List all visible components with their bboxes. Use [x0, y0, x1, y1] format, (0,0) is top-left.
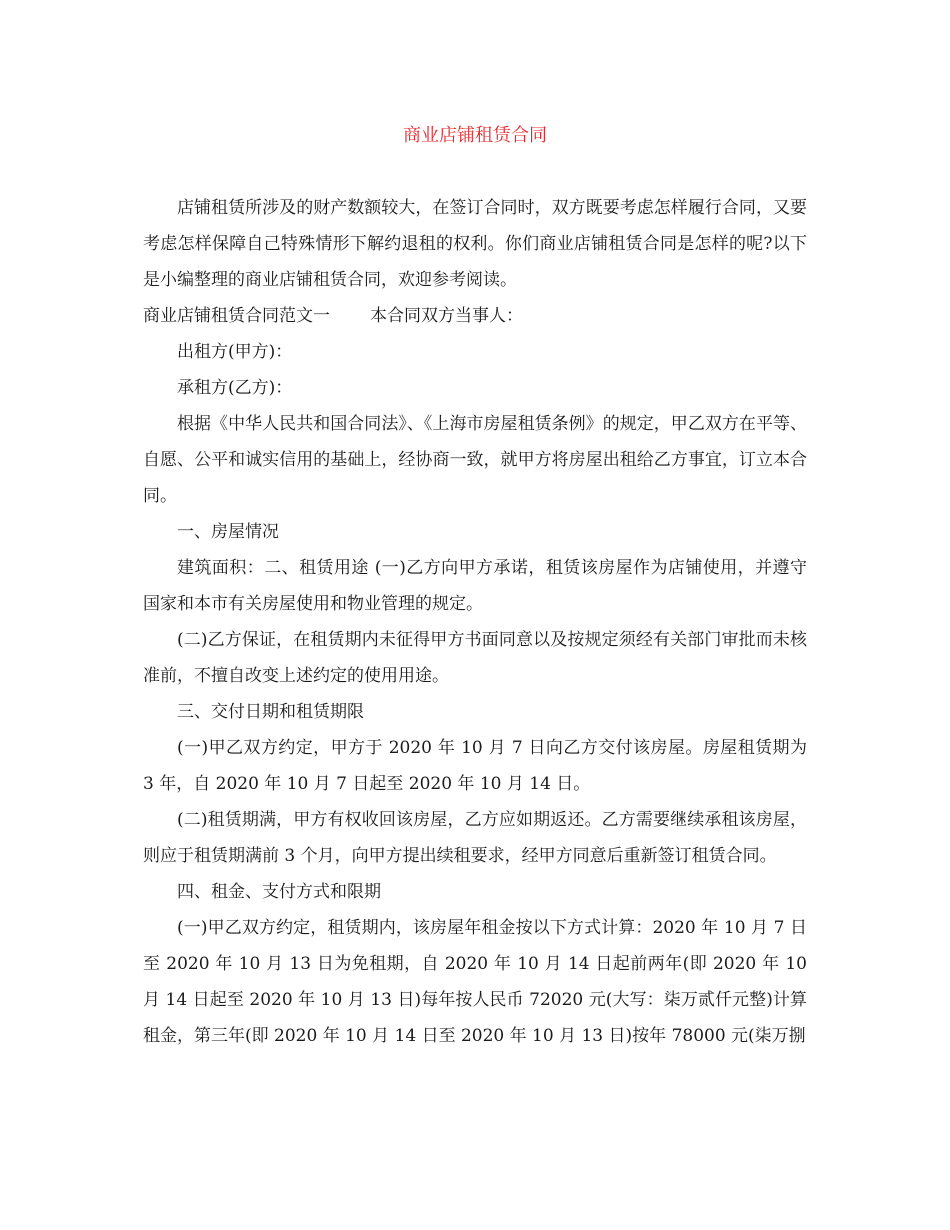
paragraph-lessor: 出租方(甲方)： — [177, 342, 293, 362]
paragraph-delivery-2: (二)租赁期满，甲方有权收回该房屋，乙方应如期返还。乙方需要继续承租该房屋，则应于租赁期满前 3 个月，向甲方提出续租要求，经甲方同意后重新签订租赁合同。 — [143, 810, 807, 866]
sample-title: 商业店铺租赁合同范文一 — [143, 306, 330, 326]
paragraph-legal-basis: 根据《中华人民共和国合同法》、《上海市房屋租赁条例》的规定，甲乙双方在平等、自愿、公平和诚实信用的基础上，经协商一致，就甲方将房屋出租给乙方事宜，订立本合同。 — [143, 414, 807, 506]
section-heading-rent: 四、租金、支付方式和限期 — [177, 882, 381, 902]
section-heading-house: 一、房屋情况 — [177, 522, 279, 542]
section-heading-delivery: 三、交付日期和租赁期限 — [177, 702, 364, 722]
document-body — [143, 190, 807, 1054]
paragraph-intro: 店铺租赁所涉及的财产数额较大，在签订合同时，双方既要考虑怎样履行合同，又要考虑怎样保障自己特殊情形下解约退租的权利。你们商业店铺租赁合同是怎样的呢?以下是小编整理的商业店铺租赁合同，欢迎参考阅读。 — [143, 198, 807, 290]
paragraph-lessee: 承租方(乙方)： — [177, 378, 293, 398]
paragraph-usage-1: 建筑面积：二、租赁用途 (一)乙方向甲方承诺，租赁该房屋作为店铺使用，并遵守国家和本市有关房屋使用和物业管理的规定。 — [143, 558, 807, 614]
paragraph-rent-1: (一)甲乙双方约定，租赁期内，该房屋年租金按以下方式计算：2020 年 10 月 7 日至 2020 年 10 月 13 日为免租期，自 2020 年 10 月 14 日起前两年(即 2020 年 10 月 14 日起至 2020 年 10 月 13 日)每年按人民币 72020 元(大写：柒万贰仟元整)计算租金，第三年(即 2020 年 10 月 14 日至 2020 年 10 月 13 日)按年 78000 元(柒万捌 — [143, 918, 807, 1046]
document-title: 商业店铺租赁合同 — [403, 125, 547, 146]
parties-label: 本合同双方当事人： — [370, 306, 523, 326]
paragraph-sample-heading — [143, 298, 807, 334]
paragraph-delivery-1: (一)甲乙双方约定，甲方于 2020 年 10 月 7 日向乙方交付该房屋。房屋租赁期为 3 年，自 2020 年 10 月 7 日起至 2020 年 10 月 14 日。 — [143, 738, 807, 794]
paragraph-usage-2: (二)乙方保证，在租赁期内未征得甲方书面同意以及按规定须经有关部门审批而未核准前，不擅自改变上述约定的使用用途。 — [143, 630, 807, 686]
